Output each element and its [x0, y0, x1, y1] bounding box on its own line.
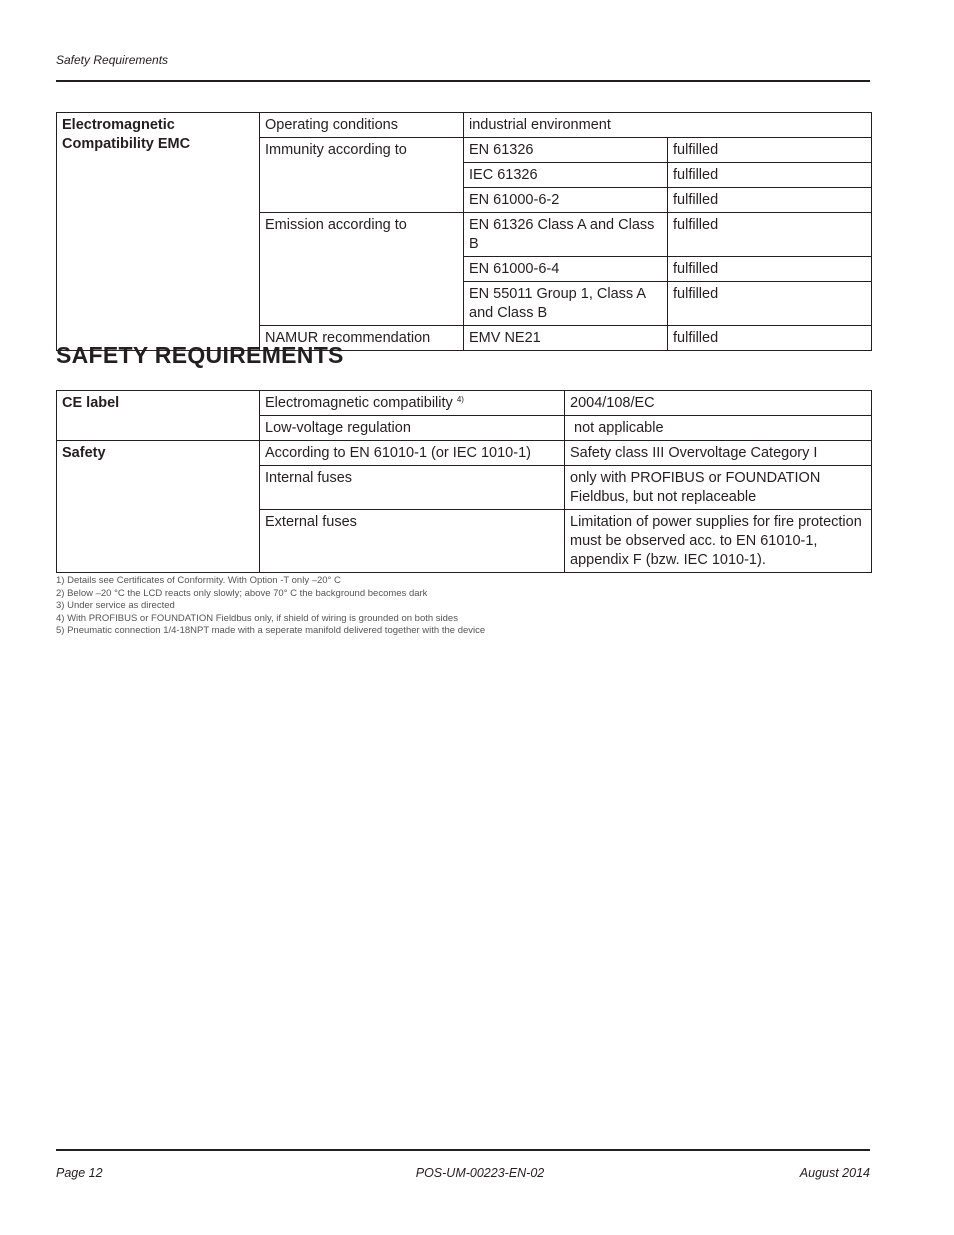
- table-row: [57, 113, 872, 138]
- status-cell: fulfilled: [668, 213, 872, 257]
- item-cell: Internal fuses: [260, 466, 565, 510]
- status-cell: fulfilled: [668, 257, 872, 282]
- table-row: [57, 391, 872, 416]
- emc-group-label: Electromagnetic Compatibility EMC: [57, 113, 260, 351]
- footnotes: [56, 575, 485, 638]
- value-cell: 2004/108/EC: [565, 391, 872, 416]
- standard-cell: EMV NE21: [464, 326, 668, 351]
- footnote: 5) Pneumatic connection 1/4-18NPT made with a seperate manifold delivered together with the device: [56, 625, 486, 636]
- condition-cell: Emission according to: [260, 213, 464, 326]
- standard-cell: EN 55011 Group 1, Class A and Class B: [464, 282, 668, 326]
- document-id: POS-UM-00223-EN-02: [415, 1166, 545, 1180]
- item-cell: According to EN 61010-1 (or IEC 1010-1): [260, 441, 565, 466]
- standard-cell: EN 61326: [464, 138, 668, 163]
- condition-cell: Immunity according to: [260, 138, 464, 213]
- footnote: 4) With PROFIBUS or FOUNDATION Fieldbus only, if shield of wiring is grounded on both sides: [56, 612, 458, 624]
- condition-cell: NAMUR recommendation: [260, 326, 464, 351]
- value-cell: not applicable: [565, 416, 872, 441]
- footnote-ref: 4): [456, 395, 464, 404]
- status-cell: fulfilled: [668, 163, 872, 188]
- value-cell: Safety class III Overvoltage Category I: [565, 441, 872, 466]
- standard-cell: IEC 61326: [464, 163, 668, 188]
- section-title: SAFETY REQUIREMENTS: [56, 342, 344, 368]
- item-cell: Low-voltage regulation: [260, 416, 565, 441]
- value-cell: only with PROFIBUS or FOUNDATION Fieldbus, but not replaceable: [565, 466, 872, 510]
- document-date: August 2014: [799, 1166, 870, 1180]
- standard-cell: EN 61000-6-2: [464, 188, 668, 213]
- footer-rule: [56, 1149, 870, 1151]
- status-cell: fulfilled: [668, 138, 872, 163]
- emc-table: [56, 112, 872, 351]
- ce-label-group: CE label: [57, 391, 260, 441]
- condition-cell: Operating conditions: [260, 113, 464, 138]
- footnote: 1) Details see Certificates of Conformity. With Option -T only –20° C: [56, 575, 341, 586]
- status-cell: fulfilled: [668, 282, 872, 326]
- table-row: [57, 441, 872, 466]
- value-cell: industrial environment: [464, 113, 872, 138]
- footnote: 3) Under service as directed: [56, 600, 175, 611]
- page-number: Page 12: [56, 1166, 103, 1180]
- value-cell: Limitation of power supplies for fire protection must be observed acc. to EN 61010-1, appendix F (bzw. IEC 1010-1).: [565, 510, 872, 573]
- status-cell: fulfilled: [668, 326, 872, 351]
- status-cell: fulfilled: [668, 188, 872, 213]
- safety-table: [56, 390, 872, 573]
- standard-cell: EN 61326 Class A and Class B: [464, 213, 668, 257]
- footnote: 2) Below –20 °C the LCD reacts only slowly; above 70° C the background becomes dark: [56, 587, 428, 599]
- running-header: Safety Requirements: [56, 53, 169, 67]
- standard-cell: EN 61000-6-4: [464, 257, 668, 282]
- item-cell: External fuses: [260, 510, 565, 573]
- item-cell: [260, 391, 565, 416]
- safety-group: Safety: [57, 441, 260, 573]
- header-rule: [56, 80, 870, 82]
- item-text: Electromagnetic compatibility: [265, 395, 453, 411]
